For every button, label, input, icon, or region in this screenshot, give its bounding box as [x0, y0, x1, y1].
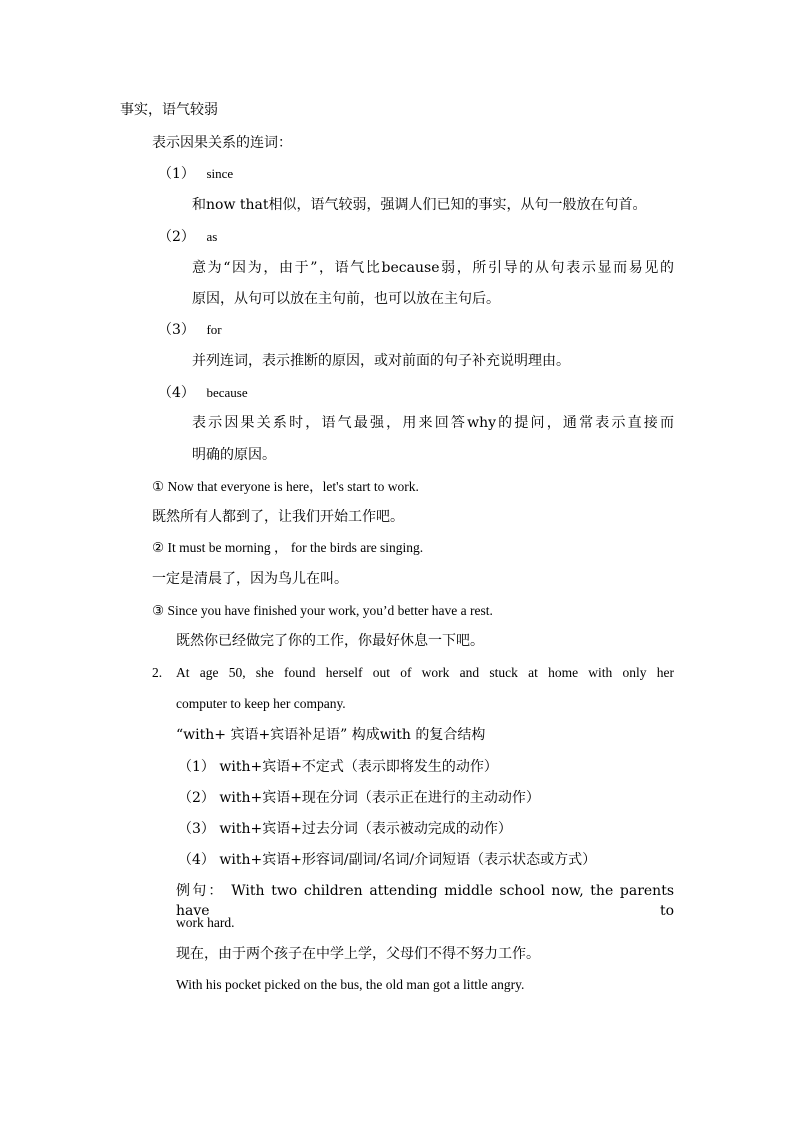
section-number: 2.: [152, 665, 163, 680]
example-sentence-zh: 既然你已经做完了你的工作，你最好休息一下吧。: [176, 633, 484, 649]
item-number: （1）: [158, 166, 195, 182]
item-number: （3）: [158, 322, 195, 338]
example-sentence-zh: 一定是清晨了，因为鸟儿在叫。: [152, 571, 348, 587]
conjunction-word: because: [206, 385, 248, 400]
item-description: 原因，从句可以放在主句前，也可以放在主句后。: [192, 291, 500, 307]
structure-title: “with+ 宾语+宾语补足语” 构成with 的复合结构: [176, 727, 486, 743]
example-sentence-zh: 现在，由于两个孩子在中学上学，父母们不得不努力工作。: [176, 946, 540, 962]
structure-item: （4） with+宾语+形容词/副词/名词/介词短语（表示状态或方式）: [178, 852, 597, 868]
sentence-en: computer to keep her company.: [176, 696, 346, 711]
example-sentence-en: ② It must be morning ， for the birds are singing.: [152, 540, 424, 555]
item-description: 表示因果关系时，语气最强，用来回答why的提问，通常表示直接而: [192, 415, 674, 431]
example-sentence-en: ① Now that everyone is here，let's start to work.: [152, 479, 419, 494]
sentence-en: At age 50, she found herself out of work and stuck at home with only her: [176, 665, 674, 680]
example-sentence-en: 例句： With two children attending middle school now, the parents have to: [176, 883, 674, 919]
text-line: 事实，语气较弱: [120, 102, 218, 118]
item-number: （2）: [158, 229, 195, 245]
conjunction-word: for: [206, 322, 222, 337]
example-sentence-zh: 既然所有人都到了，让我们开始工作吧。: [152, 509, 404, 525]
structure-item: （1） with+宾语+不定式（表示即将发生的动作）: [178, 759, 498, 775]
example-sentence-en: With his pocket picked on the bus, the old man got a little angry.: [176, 977, 525, 992]
structure-item: （2） with+宾语+现在分词（表示正在进行的主动动作）: [178, 790, 540, 806]
list-item-1: [158, 164, 233, 184]
item-description: 明确的原因。: [192, 447, 276, 463]
list-item-2: [158, 227, 217, 247]
item-description: 并列连词，表示推断的原因，或对前面的句子补充说明理由。: [192, 353, 570, 369]
list-item-4: [158, 383, 248, 403]
list-item-3: [158, 320, 222, 340]
item-description: 意为“因为，由于”，语气比because弱，所引导的从句表示显而易见的: [192, 260, 674, 276]
section-heading: 表示因果关系的连词：: [152, 135, 292, 151]
structure-item: （3） with+宾语+过去分词（表示被动完成的动作）: [178, 821, 512, 837]
conjunction-word: since: [206, 166, 234, 181]
example-sentence-en: ③ Since you have finished your work, you’d better have a rest.: [152, 603, 493, 618]
conjunction-word: as: [206, 229, 218, 244]
item-number: （4）: [158, 385, 195, 401]
example-sentence-en: work hard.: [176, 915, 235, 930]
item-description: 和now that相似，语气较弱，强调人们已知的事实，从句一般放在句首。: [192, 197, 647, 213]
